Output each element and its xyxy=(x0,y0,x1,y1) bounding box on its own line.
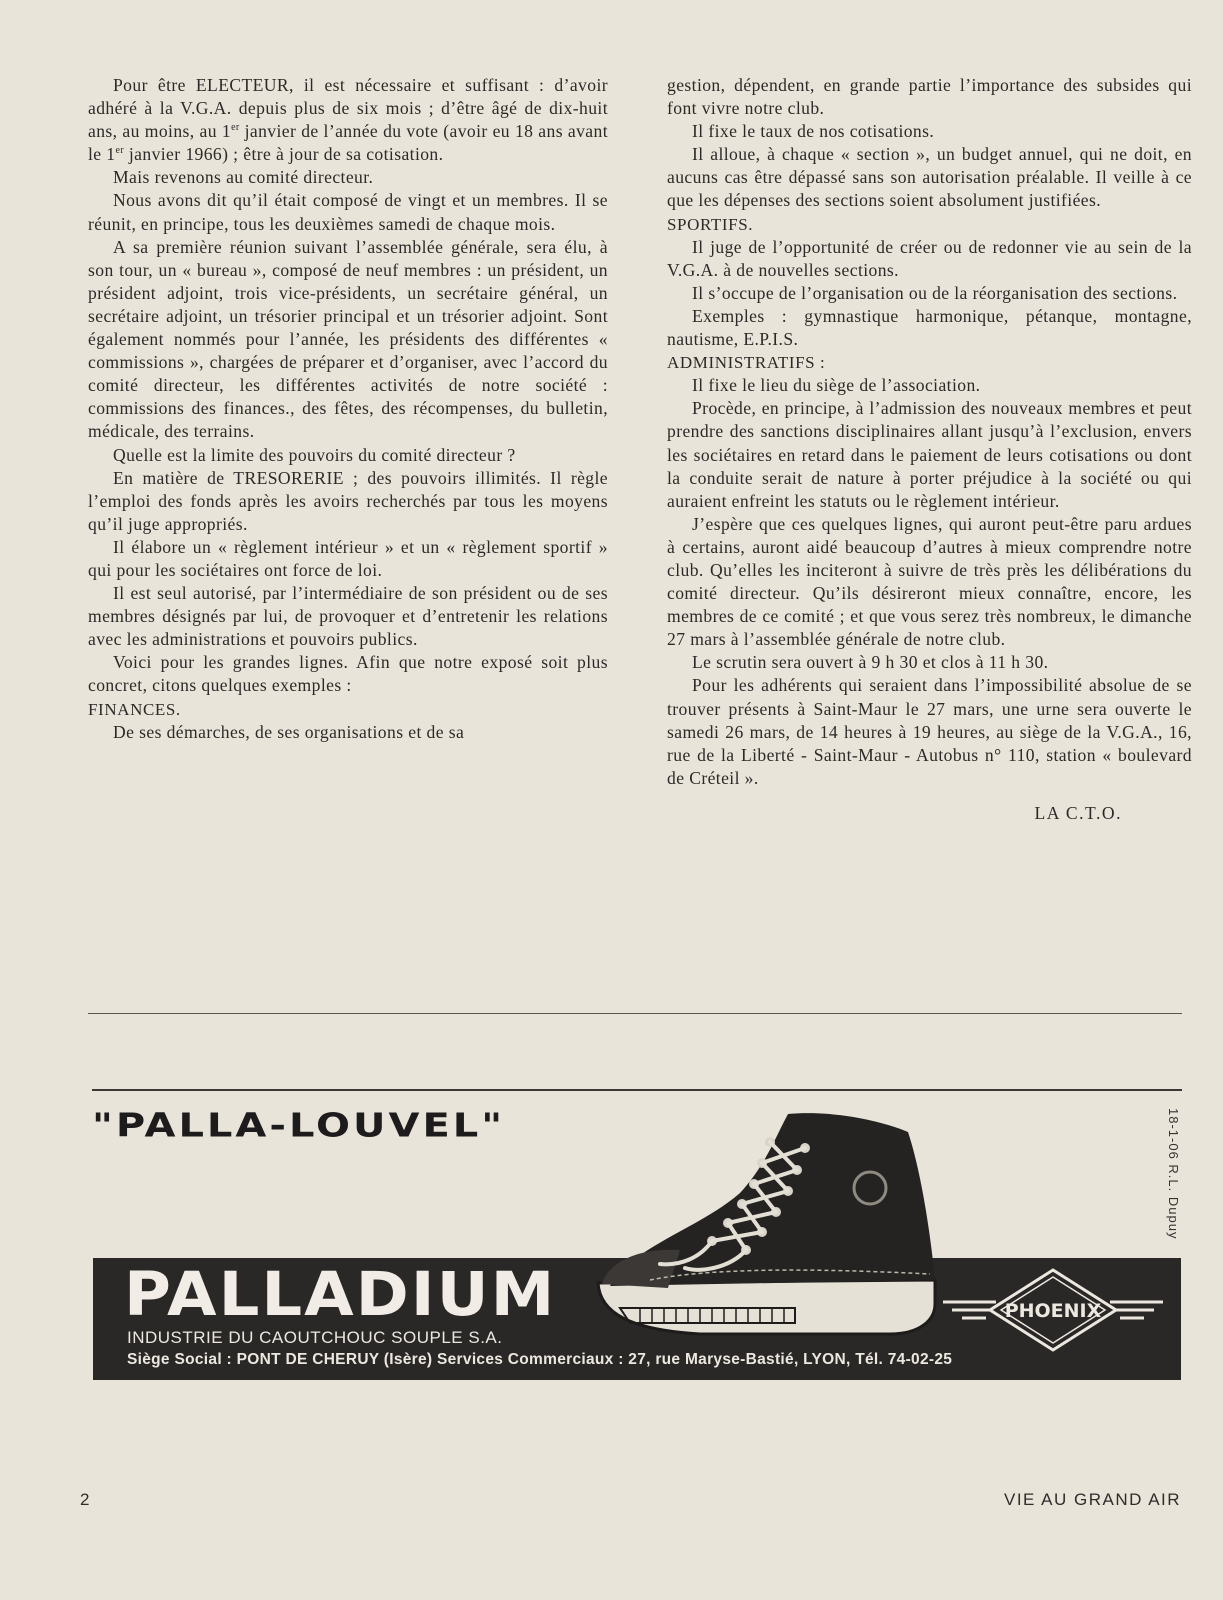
article-divider xyxy=(88,1013,1182,1014)
paragraph: Mais revenons au comité directeur. xyxy=(113,167,374,188)
paragraph: Il alloue, à chaque « section », un budget annuel, qui ne doit, en aucuns cas être dépassé sans son autorisation préalable. Il veille à ce que les dépenses des sections soient absolument justifiées. xyxy=(667,144,1192,211)
paragraph: Voici pour les grandes lignes. Afin que notre exposé soit plus concret, citons quelques exemples : xyxy=(88,652,608,696)
page-number: 2 xyxy=(80,1490,90,1509)
paragraph: Pour les adhérents qui seraient dans l’impossibilité absolue de se trouver présents à Saint-Maur le 27 mars, une urne sera ouverte le samedi 26 mars, de 14 heures à 19 heures, au siège de la V.G.A., 16, rue de la Liberté - Saint-Maur - Autobus n° 110, station « boulevard de Créteil ». xyxy=(667,675,1192,788)
paragraph: Il s’occupe de l’organisation ou de la réorganisation des sections. xyxy=(692,282,1178,303)
paragraph: Il juge de l’opportunité de créer ou de redonner vie au sein de la V.G.A. à de nouvelles sections. xyxy=(667,236,1192,280)
paragraph: Le scrutin sera ouvert à 9 h 30 et clos à 11 h 30. xyxy=(692,652,1049,673)
paragraph: De ses démarches, de ses organisations et de sa xyxy=(113,721,465,742)
magazine-name: VIE AU GRAND AIR xyxy=(1004,1490,1182,1509)
paragraph: Procède, en principe, à l’admission des nouveaux membres et peut prendre des sanctions disciplinaires allant jusqu’à l’exclusion, envers les sociétaires en retard dans le paiement de leurs cotisations ou dont la conduite serait de nature à porter préjudice à la société ou qui auraient enfreint les statuts ou le règlement intérieur. xyxy=(667,398,1192,511)
company-description: INDUSTRIE DU CAOUTCHOUC SOUPLE S.A. xyxy=(127,1328,503,1347)
section-heading-finances: FINANCES. xyxy=(88,699,181,719)
ad-credit: 18-1-06 R.L. Dupuy xyxy=(1166,1108,1181,1240)
paragraph: Quelle est la limite des pouvoirs du comité directeur ? xyxy=(113,444,516,465)
phoenix-logo-text: PHOENIX xyxy=(1004,1300,1102,1322)
paragraph-elector: Pour être ELECTEUR, il est nécessaire et suffisant : d’avoir adhéré à la V.G.A. depuis plus de six mois ; d’être âgé de dix-huit ans, au moins, au 1er janvier de l’année du vote (avoir eu 18 ans avant le 1er janvier 1966) ; être à jour de sa cotisation. xyxy=(88,75,608,165)
paragraph: Nous avons dit qu’il était composé de vingt et un membres. Il se réunit, en principe, tous les deuxièmes samedi de chaque mois. xyxy=(88,190,608,234)
brand-name: PALLADIUM xyxy=(124,1260,557,1331)
ad-title: "PALLA-LOUVEL" xyxy=(92,1107,506,1145)
section-heading-sportifs: SPORTIFS. xyxy=(667,214,754,234)
phoenix-logo xyxy=(938,1264,1168,1364)
article-right-column xyxy=(667,74,1192,825)
paragraph: gestion, dépendent, en grande partie l’importance des subsides qui font vivre notre club. xyxy=(667,75,1192,119)
paragraph: Il élabore un « règlement intérieur » et un « règlement sportif » qui pour les sociétaires ont force de loi. xyxy=(88,536,608,580)
paragraph: Exemples : gymnastique harmonique, pétanque, montagne, nautisme, E.P.I.S. xyxy=(667,305,1192,350)
article-left-column xyxy=(88,74,608,744)
paragraph: Il fixe le taux de nos cotisations. xyxy=(692,121,935,142)
company-address: Siège Social : PONT DE CHERUY (Isère) Services Commerciaux : 27, rue Maryse-Bastié, LYON, Tél. 74-02-25 xyxy=(127,1351,953,1368)
paragraph: En matière de TRESORERIE ; des pouvoirs illimités. Il règle l’emploi des fonds après les avoirs recherchés par tous les moyens qu’il juge appropriés. xyxy=(88,467,608,534)
paragraph: A sa première réunion suivant l’assemblée générale, sera élu, à son tour, un « bureau », composé de neuf membres : un président, un président adjoint, trois vice-présidents, un secrétaire général, un secrétaire adjoint, un trésorier principal et un trésorier adjoint. Sont également nommés pour l’année, les présidents des différentes « commissions », chargées de préparer et d’organiser, avec l’accord du comité directeur, les différentes activités de notre société : commissions des finances., des fêtes, des récompenses, du bulletin, médicale, des terrains. xyxy=(88,236,608,442)
paragraph: J’espère que ces quelques lignes, qui auront peut-être paru ardues à certains, auront aidé beaucoup d’autres à mieux comprendre notre club. Qu’elles les inciteront à suivre de très près les délibérations du comité directeur. Qu’ils désireront mieux connaître, encore, les membres de ce comité ; et que vous serez très nombreux, le dimanche 27 mars à l’assemblée générale de notre club. xyxy=(667,513,1192,650)
sneaker-illustration xyxy=(590,1108,950,1343)
paragraph: Il est seul autorisé, par l’intermédiaire de son président ou de ses membres désignés par lui, de provoquer et d’entretenir les relations avec les administrations et pouvoirs publics. xyxy=(88,583,608,650)
ad-top-rule xyxy=(92,1089,1182,1091)
article-signature: LA C.T.O. xyxy=(1034,802,1122,823)
paragraph: Il fixe le lieu du siège de l’association. xyxy=(692,375,981,396)
section-heading-administratifs: ADMINISTRATIFS : xyxy=(667,353,826,373)
